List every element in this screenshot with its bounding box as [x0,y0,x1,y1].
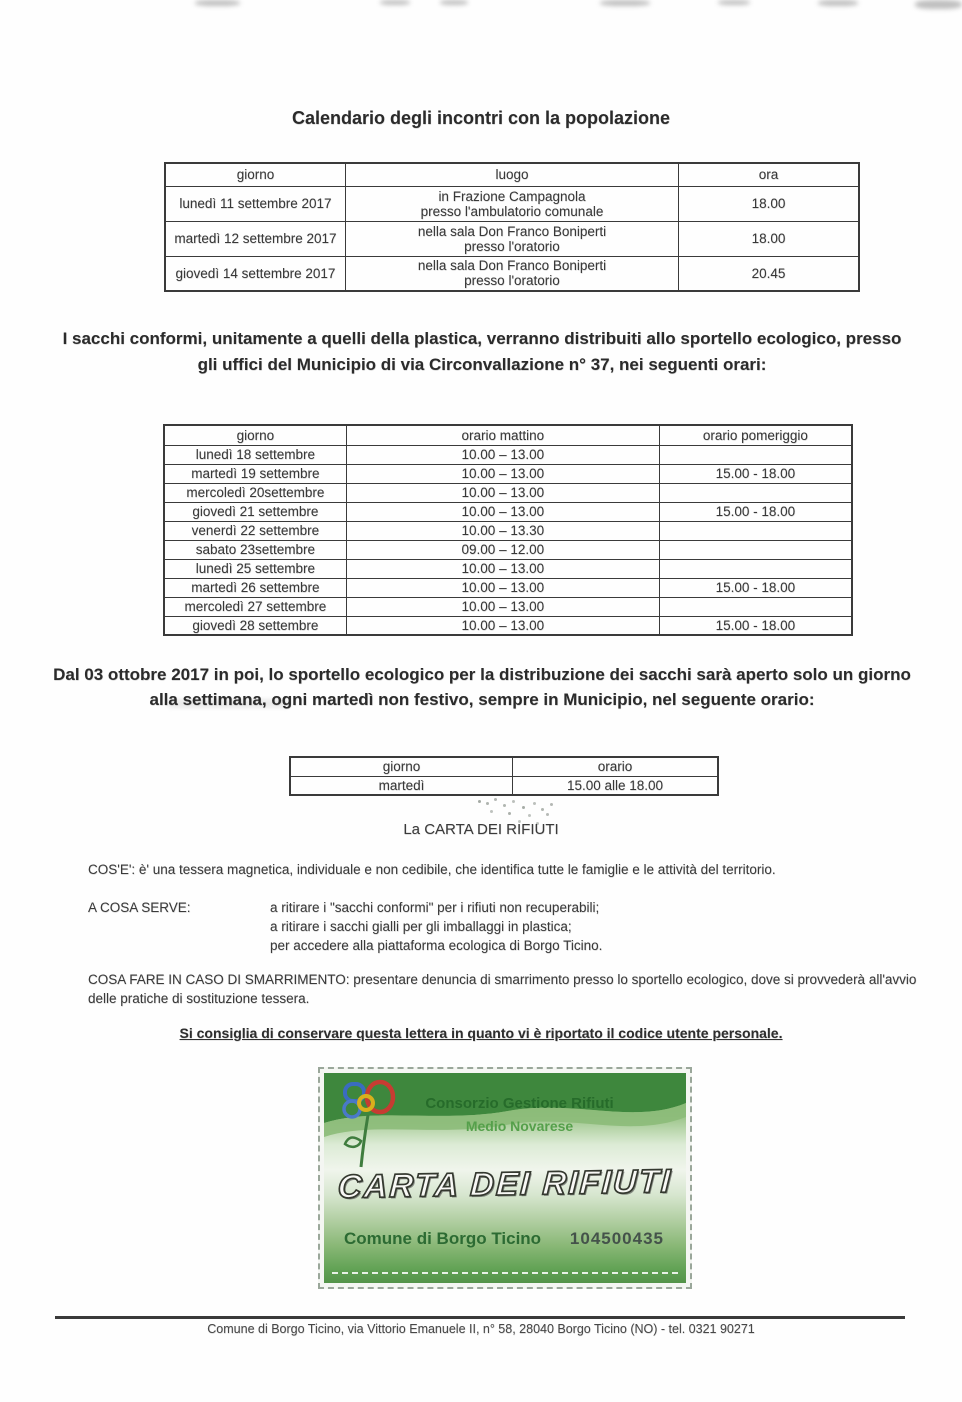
carta-rifiuti-card [318,1067,692,1289]
cell-giorno: martedì 12 settembre 2017 [165,221,345,256]
cell-mattino: 10.00 – 13.00 [346,578,659,597]
carta-rifiuti-heading: La CARTA DEI RIFIUTI [403,821,559,838]
cell-giorno: giovedì 21 settembre [164,502,346,521]
cell-giorno: martedì [290,776,513,795]
distribution-table [163,424,853,636]
cell-giorno: lunedì 11 settembre 2017 [165,186,345,221]
column-header-giorno: giorno [164,425,346,445]
cell-mattino: 10.00 – 13.00 [346,597,659,616]
card-organization [402,1095,637,1134]
column-header-giorno: giorno [165,163,345,186]
cell-giorno: venerdì 22 settembre [164,521,346,540]
page-title: Calendario degli incontri con la popolazione [291,108,671,128]
footer-divider [55,1316,905,1319]
cell-pomeriggio: 15.00 - 18.00 [659,502,852,521]
table-row [164,597,852,616]
table-row [165,256,859,291]
card-inner-dashed-line [332,1272,678,1274]
cell-giorno: giovedì 14 settembre 2017 [165,256,345,291]
card-comune: Comune di Borgo Ticino [344,1229,542,1248]
card-org-subname: Medio Novarese [465,1118,574,1134]
cosa-serve-list [270,898,602,955]
table-header-row [290,757,718,776]
table-row [164,502,852,521]
cell-luogo [345,186,678,221]
table-row [164,578,852,597]
cosa-serve-label: A COSA SERVE: [88,900,191,915]
cell-giorno: mercoledì 20settembre [164,483,346,502]
table-row [164,559,852,578]
table-header-row [165,163,859,186]
luogo-line: nella sala Don Franco Boniperti [417,258,607,274]
card-org-name: Consorzio Gestione Rifiuti [425,1095,614,1112]
cell-giorno: sabato 23settembre [164,540,346,559]
luogo-line: in Frazione Campagnola [438,188,586,204]
cell-mattino: 10.00 – 13.00 [346,616,659,635]
card-user-code: 104500435 [569,1229,664,1248]
luogo-line: presso l'ambulatorio comunale [420,203,604,219]
ink-smudge-artifact [478,800,481,803]
table-row [165,186,859,221]
scan-artifact [195,0,240,6]
cell-giorno: lunedì 18 settembre [164,445,346,464]
cell-giorno: martedì 26 settembre [164,578,346,597]
column-header-orario: orario [513,757,718,776]
cell-giorno: martedì 19 settembre [164,464,346,483]
footer-address: Comune di Borgo Ticino, via Vittorio Emanuele II, n° 58, 28040 Borgo Ticino (NO) - tel. 0321 90271 [207,1322,755,1336]
meetings-table [164,162,860,292]
table-row [164,464,852,483]
paragraph-sacchi: I sacchi conformi, unitamente a quelli della plastica, verranno distribuiti allo sportello ecologico, presso gli uffici del Municipio di via Circonvallazione n° 37, nei seguenti orari: [62,329,902,374]
cell-pomeriggio [659,445,852,464]
paragraph-cose: COS'E': è' una tessera magnetica, individuale e non cedibile, che identifica tutte le famiglie e le attività del territorio. [88,862,776,877]
cell-giorno: mercoledì 27 settembre [164,597,346,616]
luogo-line: nella sala Don Franco Boniperti [417,223,607,239]
cell-pomeriggio [659,540,852,559]
cosa-serve-item: a ritirare i sacchi gialli per gli imballaggi in plastica; [270,919,572,934]
cell-orario: 15.00 alle 18.00 [513,776,718,795]
cell-mattino: 10.00 – 13.00 [346,559,659,578]
cell-pomeriggio: 15.00 - 18.00 [659,578,852,597]
consorzio-flower-icon [338,1079,400,1171]
cosa-serve-item: a ritirare i "sacchi conformi" per i rifiuti non recuperabili; [270,900,600,915]
cell-mattino: 10.00 – 13.00 [346,445,659,464]
cell-luogo [345,256,678,291]
cell-mattino: 10.00 – 13.00 [346,502,659,521]
scan-artifact [915,0,962,9]
cell-ora: 18.00 [679,186,859,221]
cell-mattino: 10.00 – 13.00 [346,464,659,483]
table-row [164,540,852,559]
cell-pomeriggio: 15.00 - 18.00 [659,616,852,635]
october-table [289,756,719,796]
luogo-line: presso l'oratorio [464,273,560,289]
keep-letter-notice: Si consiglia di conservare questa lettera in quanto vi è riportato il codice utente personale. [179,1025,783,1041]
scan-artifact [718,0,750,5]
column-header-giorno: giorno [290,757,513,776]
cosa-serve-item: per accedere alla piattaforma ecologica di Borgo Ticino. [270,938,603,953]
table-row [164,483,852,502]
card-bottom-row [344,1229,664,1249]
cell-mattino: 09.00 – 12.00 [346,540,659,559]
column-header-orario-mattino: orario mattino [346,425,659,445]
cell-pomeriggio: 15.00 - 18.00 [659,464,852,483]
scan-artifact [380,0,410,5]
card-title: CARTA DEI RIFIUTI [336,1162,674,1205]
scan-artifact [440,0,468,5]
cell-ora: 18.00 [679,221,859,256]
cell-ora: 20.45 [679,256,859,291]
column-header-ora: ora [679,163,859,186]
paragraph-smarrimento: COSA FARE IN CASO DI SMARRIMENTO: presentare denuncia di smarrimento presso lo sportello ecologico, dove si provvederà all'avvio delle pratiche di sostituzione tessera. [88,972,917,1006]
luogo-line: presso l'oratorio [464,238,560,254]
cell-pomeriggio [659,483,852,502]
cell-pomeriggio [659,559,852,578]
table-row [165,221,859,256]
table-row [290,776,718,795]
table-header-row [164,425,852,445]
column-header-orario-pomeriggio: orario pomeriggio [659,425,852,445]
paragraph-ottobre: Dal 03 ottobre 2017 in poi, lo sportello ecologico per la distribuzione dei sacchi sarà aperto solo un giorno alla settimana, ogni martedì non festivo, sempre in Municipio, nel seguente orario: [53,665,911,709]
table-row [164,445,852,464]
cell-pomeriggio [659,521,852,540]
cell-giorno: lunedì 25 settembre [164,559,346,578]
cell-mattino: 10.00 – 13.00 [346,483,659,502]
card-face [324,1073,686,1283]
cell-giorno: giovedì 28 settembre [164,616,346,635]
cell-mattino: 10.00 – 13.30 [346,521,659,540]
scan-artifact [600,0,650,6]
table-row [164,616,852,635]
table-row [164,521,852,540]
column-header-luogo: luogo [345,163,678,186]
scan-artifact [818,0,858,6]
cell-luogo [345,221,678,256]
cell-pomeriggio [659,597,852,616]
